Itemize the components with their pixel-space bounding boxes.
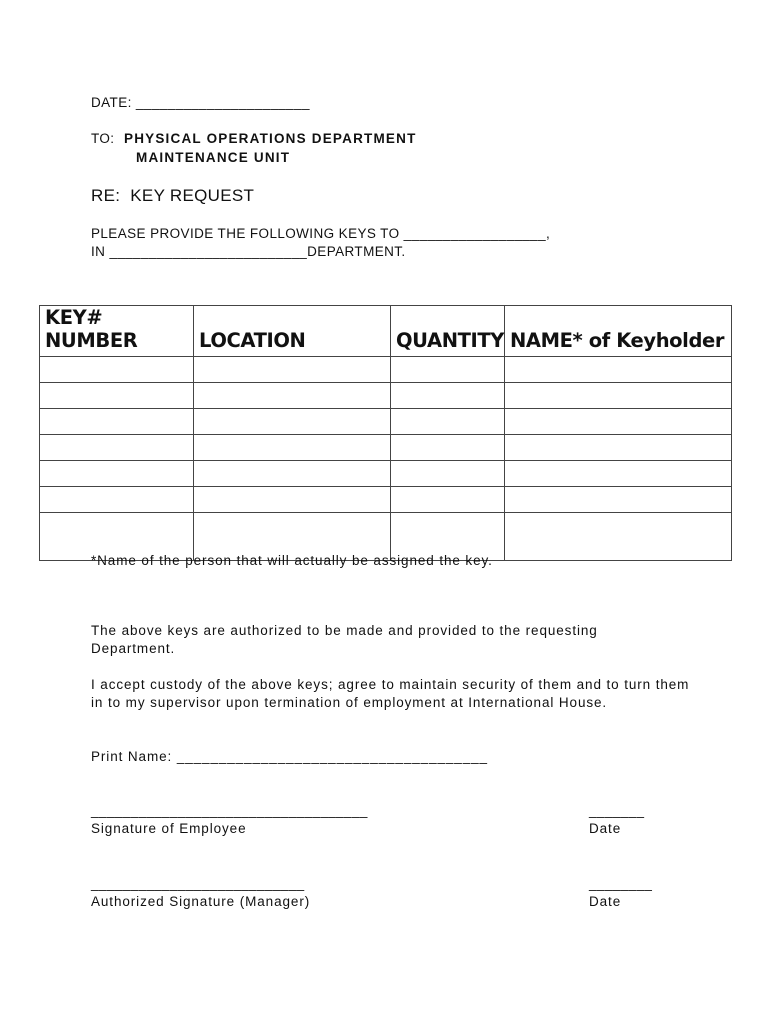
table-cell[interactable] — [505, 461, 732, 487]
header-quantity: QUANTITY — [391, 306, 505, 357]
table-cell[interactable] — [40, 409, 194, 435]
table-cell[interactable] — [194, 487, 391, 513]
manager-signature-label: Authorized Signature (Manager) — [91, 894, 311, 909]
table-cell[interactable] — [40, 487, 194, 513]
table-cell[interactable] — [391, 357, 505, 383]
table-cell[interactable] — [391, 487, 505, 513]
to-department: PHYSICAL OPERATIONS DEPARTMENT — [124, 131, 417, 146]
table-cell[interactable] — [505, 435, 732, 461]
header-location: LOCATION — [194, 306, 391, 357]
table-cell[interactable] — [505, 357, 732, 383]
table-cell[interactable] — [40, 461, 194, 487]
request-line-1[interactable]: PLEASE PROVIDE THE FOLLOWING KEYS TO __________________, — [91, 226, 551, 241]
to-prefix: TO: — [91, 131, 119, 146]
table-cell[interactable] — [194, 383, 391, 409]
table-cell[interactable] — [505, 487, 732, 513]
key-request-table — [39, 305, 732, 561]
to-unit: MAINTENANCE UNIT — [136, 150, 291, 165]
header-keyholder-name: NAME* of Keyholder — [505, 306, 732, 357]
employee-date-line[interactable]: _______ — [589, 803, 645, 818]
table-cell[interactable] — [391, 435, 505, 461]
table-row — [40, 409, 732, 435]
authorization-text: The above keys are authorized to be made and provided to the requesting Department. — [91, 623, 598, 656]
table-cell[interactable] — [505, 513, 732, 561]
table-row — [40, 461, 732, 487]
manager-signature-line[interactable]: ___________________________ — [91, 876, 305, 891]
table-cell[interactable] — [40, 383, 194, 409]
table-cell[interactable] — [194, 357, 391, 383]
table-cell[interactable] — [505, 409, 732, 435]
table-row — [40, 487, 732, 513]
table-cell[interactable] — [391, 409, 505, 435]
table-cell[interactable] — [194, 435, 391, 461]
table-row — [40, 435, 732, 461]
employee-signature-line[interactable]: ___________________________________ — [91, 803, 368, 818]
footnote: *Name of the person that will actually be assigned the key. — [91, 553, 493, 568]
request-line-2[interactable]: IN _________________________DEPARTMENT. — [91, 244, 406, 259]
subject-line: RE: KEY REQUEST — [91, 186, 255, 205]
header-key-number: KEY# NUMBER — [40, 306, 194, 357]
table-cell[interactable] — [40, 357, 194, 383]
table-header-row — [40, 306, 732, 357]
date-field[interactable]: DATE: ______________________ — [91, 95, 310, 110]
table-cell[interactable] — [194, 461, 391, 487]
table-cell[interactable] — [505, 383, 732, 409]
employee-signature-label: Signature of Employee — [91, 821, 247, 836]
table-row — [40, 357, 732, 383]
manager-date-label: Date — [589, 894, 622, 909]
employee-date-label: Date — [589, 821, 622, 836]
manager-date-line[interactable]: ________ — [589, 876, 653, 891]
table-cell[interactable] — [194, 409, 391, 435]
table-cell[interactable] — [391, 383, 505, 409]
table-cell[interactable] — [391, 461, 505, 487]
custody-text: I accept custody of the above keys; agree to maintain security of them and to turn them in to my supervisor upon termination of employment at International House. — [91, 677, 690, 710]
table-row — [40, 383, 732, 409]
table-cell[interactable] — [40, 435, 194, 461]
print-name-field[interactable]: Print Name: _____________________________________ — [91, 749, 488, 764]
